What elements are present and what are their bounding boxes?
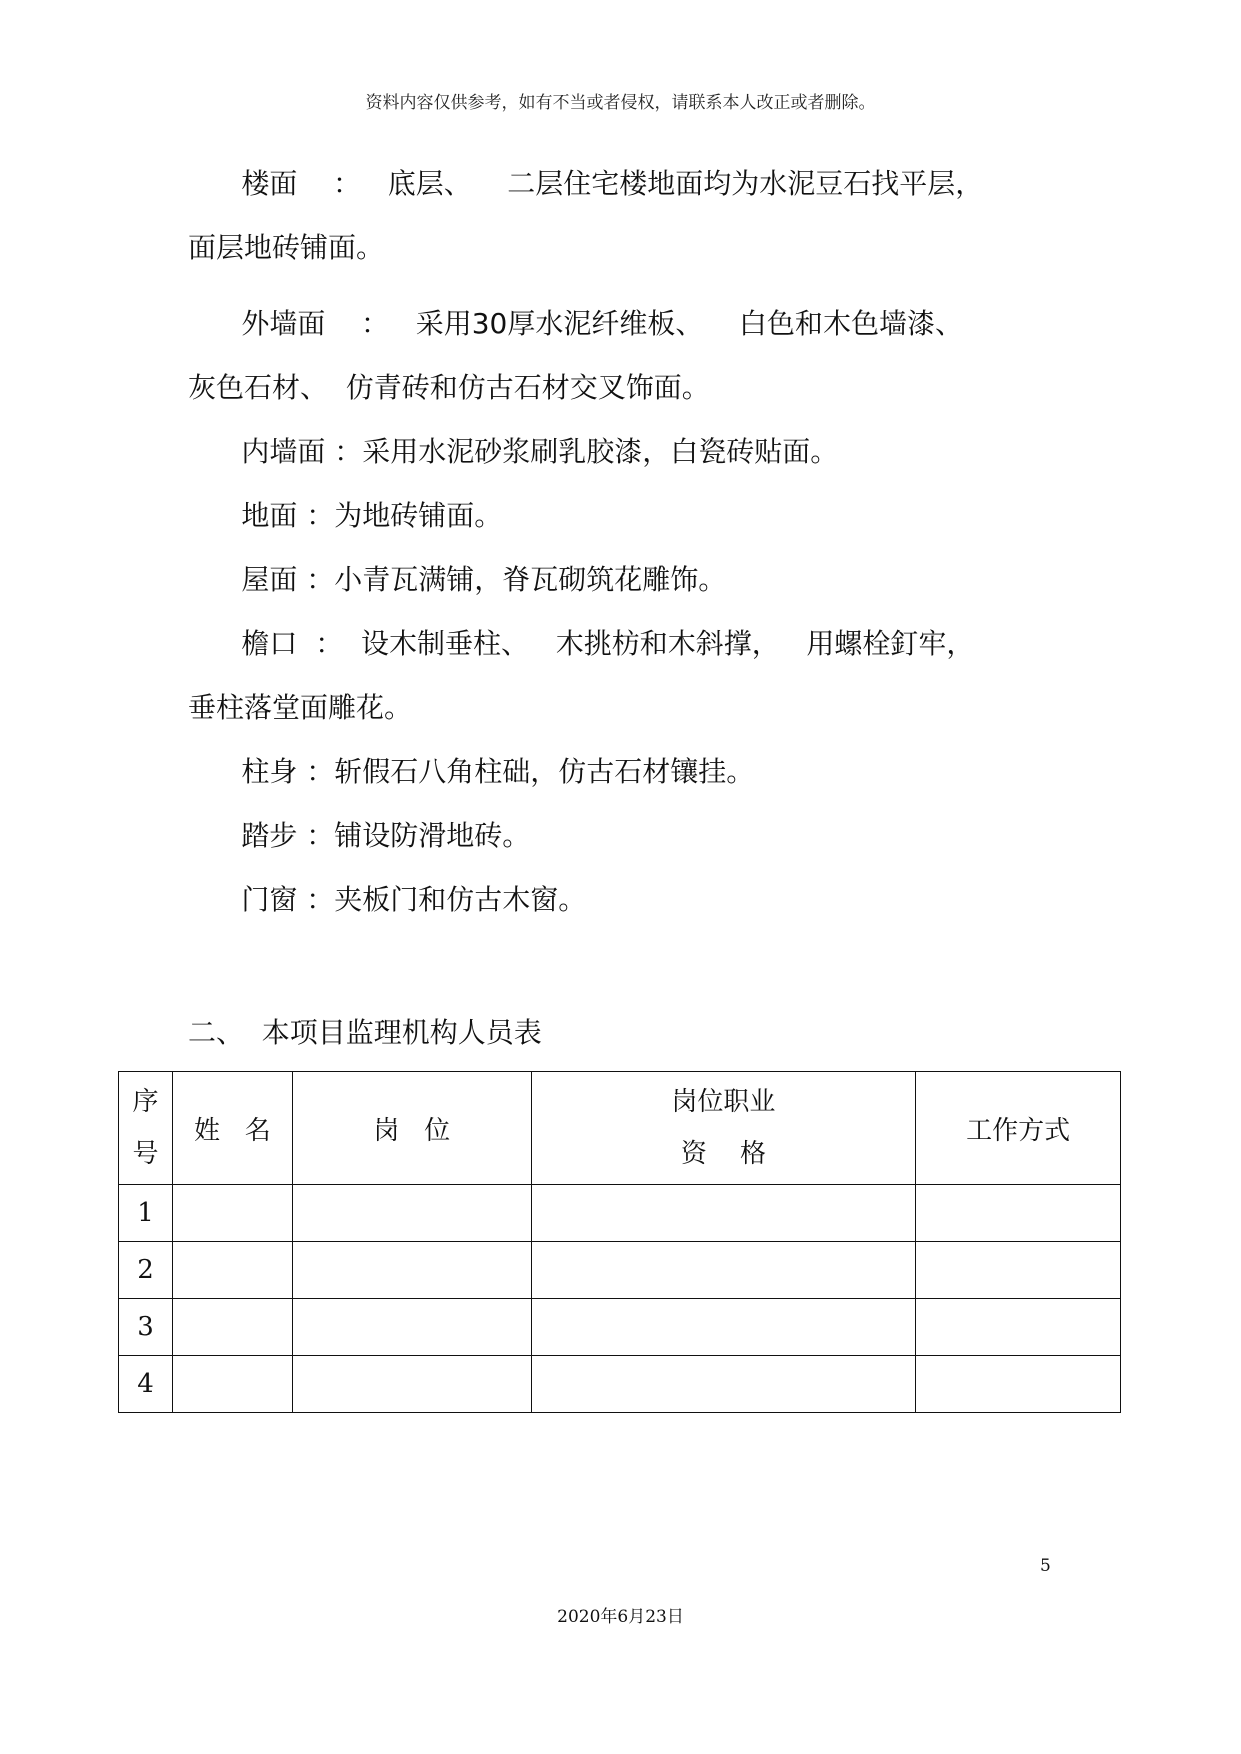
- header-qual-line1: 岗位职业: [671, 1087, 776, 1117]
- cell-position: [292, 1299, 531, 1356]
- table-row: [119, 1242, 1121, 1299]
- header-qualification: [531, 1072, 916, 1185]
- cell-qualification: [531, 1299, 916, 1356]
- cell-seq: 4: [119, 1356, 173, 1413]
- section-title: 二、 本项目监理机构人员表: [188, 1016, 542, 1049]
- cell-seq: 3: [119, 1299, 173, 1356]
- header-position: [292, 1072, 531, 1185]
- header-qual-line2: 资 格: [680, 1139, 766, 1169]
- cell-seq: 2: [119, 1242, 173, 1299]
- cell-work-mode: [916, 1185, 1121, 1242]
- cell-qualification: [531, 1242, 916, 1299]
- page-number: 5: [1040, 1556, 1051, 1576]
- table-header-row: [119, 1072, 1121, 1185]
- paragraph-doors-windows: 门窗 ：夹板门和仿古木窗。: [188, 883, 587, 916]
- paragraph-eaves: 檐口 ： 设木制垂柱、 木挑枋和木斜撑， 用螺栓釘牢，: [188, 627, 975, 660]
- paragraph-column: 柱身 ：斩假石八角柱础，仿古石材镶挂。: [188, 755, 755, 788]
- paragraph-steps: 踏步 ：铺设防滑地砖。: [188, 819, 531, 852]
- footer-date: 2020年6月23日: [557, 1607, 684, 1627]
- paragraph-eaves-cont: 垂柱落堂面雕花。: [188, 691, 413, 724]
- header-position-label: 岗 位: [373, 1115, 451, 1146]
- cell-work-mode: [916, 1356, 1121, 1413]
- page-header-note: 资料内容仅供参考，如有不当或者侵权，请联系本人改正或者删除。: [365, 93, 876, 113]
- header-work-mode-label: 工作方式: [966, 1115, 1071, 1146]
- paragraph-roof: 屋面 ：小青瓦满铺，脊瓦砌筑花雕饰。: [188, 563, 727, 596]
- cell-name: [172, 1299, 292, 1356]
- staff-table: [118, 1071, 1121, 1413]
- table-row: [119, 1185, 1121, 1242]
- header-name-label: 姓 名: [194, 1115, 271, 1146]
- cell-seq: 1: [119, 1185, 173, 1242]
- paragraph-floor-cont: 面层地砖铺面。: [188, 231, 385, 264]
- cell-name: [172, 1242, 292, 1299]
- cell-position: [292, 1356, 531, 1413]
- cell-position: [292, 1185, 531, 1242]
- header-seq: [119, 1072, 173, 1185]
- cell-qualification: [531, 1356, 916, 1413]
- paragraph-floor: 楼面 ： 底层、 二层住宅楼地面均为水泥豆石找平层，: [188, 167, 984, 200]
- paragraph-exterior-wall-cont: 灰色石材、 仿青砖和仿古石材交叉饰面。: [188, 371, 710, 404]
- paragraph-ground: 地面 ：为地砖铺面。: [188, 499, 503, 532]
- paragraph-interior-wall: 内墙面 ：采用水泥砂浆刷乳胶漆，白瓷砖贴面。: [188, 435, 839, 468]
- cell-work-mode: [916, 1242, 1121, 1299]
- cell-work-mode: [916, 1299, 1121, 1356]
- header-work-mode: [916, 1072, 1121, 1185]
- cell-position: [292, 1242, 531, 1299]
- header-seq-line2: 号: [132, 1139, 159, 1169]
- table-row: [119, 1299, 1121, 1356]
- header-name: [172, 1072, 292, 1185]
- cell-name: [172, 1185, 292, 1242]
- header-seq-line1: 序: [132, 1087, 159, 1117]
- paragraph-exterior-wall: 外墙面 ： 采用30厚水泥纤维板、 白色和木色墙漆、: [188, 307, 963, 340]
- table-row: [119, 1356, 1121, 1413]
- cell-qualification: [531, 1185, 916, 1242]
- cell-name: [172, 1356, 292, 1413]
